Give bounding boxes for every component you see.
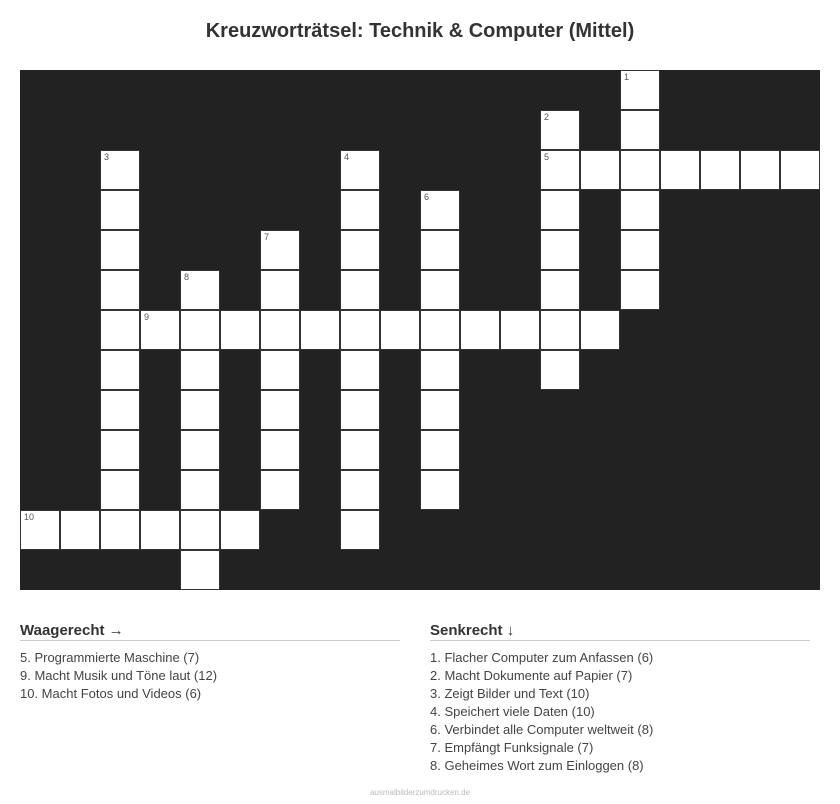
grid-cell[interactable] — [100, 190, 140, 230]
clue-across-5: 5. Programmierte Maschine (7) — [20, 650, 200, 665]
footer-credit: ausmalbilderzumdrucken.de — [369, 788, 471, 797]
grid-cell[interactable] — [340, 310, 380, 350]
grid-cell[interactable] — [260, 430, 300, 470]
grid-cell[interactable] — [580, 150, 620, 190]
grid-cell[interactable] — [260, 390, 300, 430]
grid-cell[interactable] — [340, 350, 380, 390]
grid-cell[interactable] — [100, 230, 140, 270]
grid-cell[interactable] — [420, 350, 460, 390]
grid-cell[interactable] — [420, 190, 460, 230]
grid-cell[interactable] — [420, 390, 460, 430]
clue-number: 10 — [24, 512, 35, 522]
grid-cell[interactable] — [100, 350, 140, 390]
clue-number: 3 — [104, 152, 110, 162]
grid-cell[interactable] — [220, 510, 260, 550]
grid-cell[interactable] — [340, 510, 380, 550]
grid-cell[interactable] — [460, 310, 500, 350]
grid-cell[interactable] — [540, 190, 580, 230]
grid-cell[interactable] — [100, 430, 140, 470]
clue-number: 2 — [544, 112, 550, 122]
clue-across-10: 10. Macht Fotos und Videos (6) — [20, 686, 202, 701]
grid-cell[interactable] — [260, 310, 300, 350]
clue-down-7: 7. Empfängt Funksignale (7) — [430, 740, 594, 755]
grid-cell[interactable] — [420, 270, 460, 310]
across-clues-panel — [20, 622, 400, 703]
grid-cell[interactable] — [100, 510, 140, 550]
grid-cell[interactable] — [140, 510, 180, 550]
grid-cell[interactable] — [340, 190, 380, 230]
grid-cell[interactable] — [380, 310, 420, 350]
clue-across-9: 9. Macht Musik und Töne laut (12) — [20, 668, 218, 683]
clue-number: 6 — [424, 192, 430, 202]
clue-down-4: 4. Speichert viele Daten (10) — [430, 704, 595, 719]
grid-cell[interactable] — [780, 150, 820, 190]
grid-cell[interactable] — [620, 270, 660, 310]
grid-cell[interactable] — [700, 150, 740, 190]
down-clue-list — [430, 649, 810, 775]
grid-cell[interactable] — [420, 230, 460, 270]
clue-down-6: 6. Verbindet alle Computer weltweit (8) — [430, 722, 654, 737]
grid-cell[interactable] — [260, 350, 300, 390]
grid-cell[interactable] — [340, 150, 380, 190]
grid-cell[interactable] — [100, 470, 140, 510]
grid-cell[interactable] — [140, 310, 180, 350]
grid-cell[interactable] — [340, 470, 380, 510]
grid-cell[interactable] — [180, 270, 220, 310]
clue-number: 7 — [264, 232, 270, 242]
grid-cell[interactable] — [420, 470, 460, 510]
grid-cell[interactable] — [540, 270, 580, 310]
clue-number: 9 — [144, 312, 150, 322]
grid-cell[interactable] — [660, 150, 700, 190]
grid-cell[interactable] — [180, 310, 220, 350]
across-clue-list — [20, 649, 400, 703]
grid-cell[interactable] — [220, 310, 260, 350]
down-heading: Senkrecht ↓ — [430, 622, 810, 641]
clue-down-2: 2. Macht Dokumente auf Papier (7) — [430, 668, 633, 683]
grid-cell[interactable] — [340, 270, 380, 310]
grid-cell[interactable] — [260, 270, 300, 310]
grid-cell[interactable] — [100, 150, 140, 190]
grid-cell[interactable] — [100, 270, 140, 310]
grid-cell[interactable] — [340, 390, 380, 430]
down-clues-panel — [430, 622, 810, 775]
grid-cell[interactable] — [100, 390, 140, 430]
grid-cell[interactable] — [540, 150, 580, 190]
grid-cell[interactable] — [740, 150, 780, 190]
grid-cell[interactable] — [620, 110, 660, 150]
grid-cell[interactable] — [500, 310, 540, 350]
grid-cell[interactable] — [540, 110, 580, 150]
grid-cell[interactable] — [180, 390, 220, 430]
clue-down-1: 1. Flacher Computer zum Anfassen (6) — [430, 650, 654, 665]
grid-cell[interactable] — [620, 70, 660, 110]
grid-cell[interactable] — [260, 470, 300, 510]
clue-number: 1 — [624, 72, 630, 82]
grid-cell[interactable] — [180, 470, 220, 510]
grid-cell[interactable] — [20, 510, 60, 550]
grid-cell[interactable] — [60, 510, 100, 550]
grid-cell[interactable] — [620, 150, 660, 190]
clue-number: 4 — [344, 152, 350, 162]
grid-cell[interactable] — [100, 310, 140, 350]
grid-cell[interactable] — [420, 310, 460, 350]
grid-cell[interactable] — [420, 430, 460, 470]
grid-cell[interactable] — [180, 550, 220, 590]
grid-cell[interactable] — [340, 430, 380, 470]
clue-down-3: 3. Zeigt Bilder und Text (10) — [430, 686, 590, 701]
crossword-grid — [20, 70, 820, 590]
clue-number: 5 — [544, 152, 550, 162]
grid-cell[interactable] — [540, 350, 580, 390]
across-heading: Waagerecht → — [20, 622, 400, 641]
grid-cell[interactable] — [620, 190, 660, 230]
grid-cell[interactable] — [180, 430, 220, 470]
clue-number: 8 — [184, 272, 190, 282]
page-title: Kreuzworträtsel: Technik & Computer (Mittel) — [205, 20, 635, 42]
grid-cell[interactable] — [340, 230, 380, 270]
grid-cell[interactable] — [620, 230, 660, 270]
clue-down-8: 8. Geheimes Wort zum Einloggen (8) — [430, 758, 644, 773]
grid-cell[interactable] — [260, 230, 300, 270]
grid-cell[interactable] — [540, 230, 580, 270]
grid-cell[interactable] — [300, 310, 340, 350]
grid-cell[interactable] — [180, 350, 220, 390]
grid-cell[interactable] — [540, 310, 580, 350]
grid-cell[interactable] — [180, 510, 220, 550]
grid-cell[interactable] — [580, 310, 620, 350]
